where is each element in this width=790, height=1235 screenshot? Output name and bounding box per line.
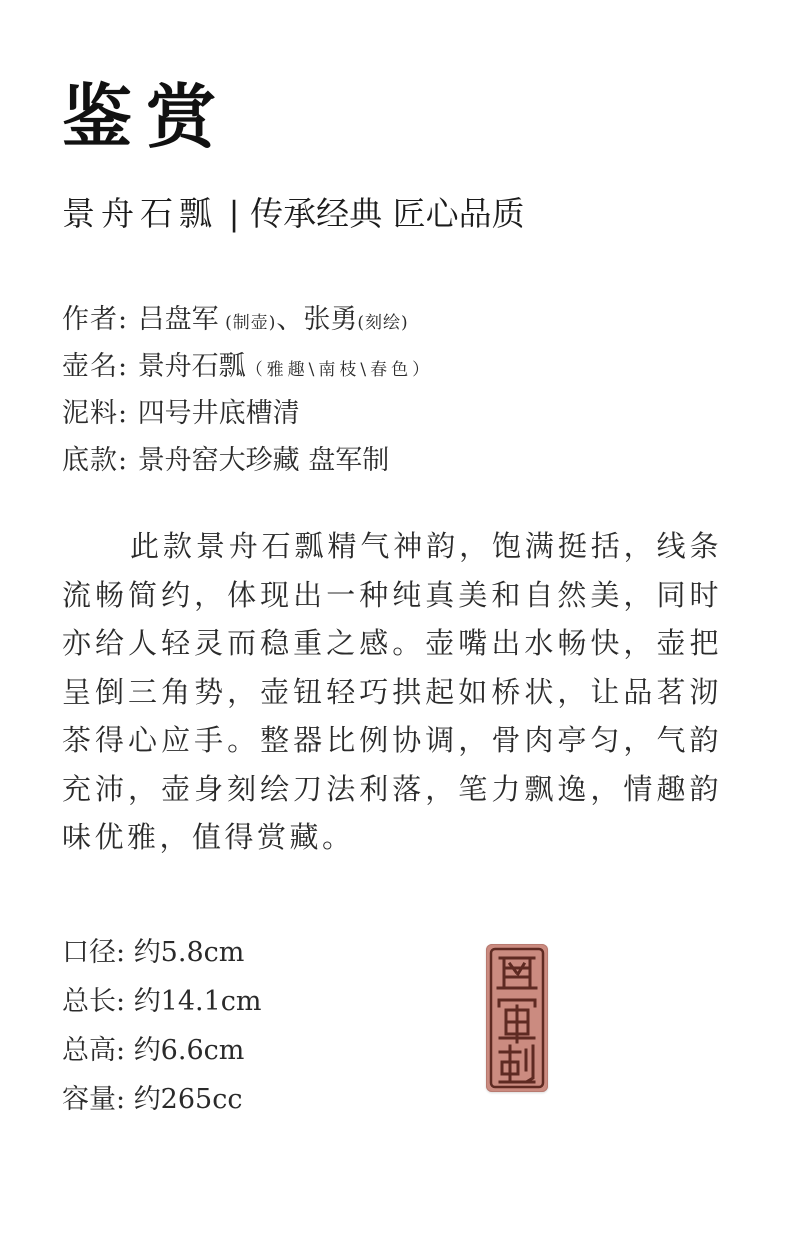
spec-list bbox=[62, 928, 462, 1124]
subtitle bbox=[62, 192, 525, 236]
info-pot-label: 壶名: bbox=[62, 351, 138, 382]
subtitle-separator: | bbox=[218, 194, 251, 233]
info-author-role-1: (制壶) bbox=[218, 313, 277, 333]
info-mark-value: 景舟窑大珍藏 盘军制 bbox=[137, 445, 390, 476]
subtitle-brand: 景舟石瓢 bbox=[62, 194, 218, 233]
seal-stamp-icon bbox=[486, 944, 548, 1092]
info-mark-label: 底款: bbox=[62, 445, 138, 476]
spec-label: 口径: bbox=[62, 937, 134, 968]
spec-value: 约14.1cm bbox=[133, 986, 262, 1017]
page-title: 鉴赏 bbox=[62, 75, 230, 158]
spec-value: 约6.6cm bbox=[133, 1035, 245, 1066]
spec-label: 总长: bbox=[62, 986, 134, 1017]
info-author-name-2: 张勇 bbox=[303, 304, 358, 335]
description-paragraph: 此款景舟石瓢精气神韵，饱满挺括，线条流畅简约，体现出一种纯真美和自然美，同时亦给人轻灵而稳重之感。壶嘴出水畅快，壶把呈倒三角势，壶钮轻巧拱起如桥状，让品茗沏茶得心应手。整器比例协调，骨肉亭匀，气韵充沛，壶身刻绘刀法利落，笔力飘逸，情趣韵味优雅，值得赏藏。 bbox=[62, 529, 722, 854]
info-pot-name bbox=[62, 343, 742, 390]
spec-label: 容量: bbox=[62, 1084, 134, 1115]
spec-item bbox=[62, 928, 462, 977]
spec-item bbox=[62, 1026, 462, 1075]
spec-item bbox=[62, 977, 462, 1026]
info-author-separator: 、 bbox=[276, 304, 304, 335]
info-pot-value: 景舟石瓢 bbox=[137, 351, 246, 382]
spec-value: 约5.8cm bbox=[133, 937, 245, 968]
seal-stamp-graphic bbox=[486, 944, 548, 1092]
subtitle-slogan: 传承经典 匠心品质 bbox=[250, 194, 525, 233]
info-list bbox=[62, 296, 742, 484]
info-author-role-2: (刻绘) bbox=[357, 313, 409, 333]
info-author-name-1: 吕盘军 bbox=[137, 304, 219, 335]
spec-value: 约265cc bbox=[133, 1084, 243, 1115]
info-author bbox=[62, 296, 742, 343]
info-clay-value: 四号井底槽清 bbox=[137, 398, 300, 429]
info-clay bbox=[62, 390, 742, 437]
info-clay-label: 泥料: bbox=[62, 398, 138, 429]
info-author-label: 作者: bbox=[62, 304, 138, 335]
info-mark bbox=[62, 437, 742, 484]
spec-label: 总高: bbox=[62, 1035, 134, 1066]
spec-item bbox=[62, 1075, 462, 1124]
info-pot-alias: （雅趣\南枝\春色） bbox=[245, 360, 434, 380]
